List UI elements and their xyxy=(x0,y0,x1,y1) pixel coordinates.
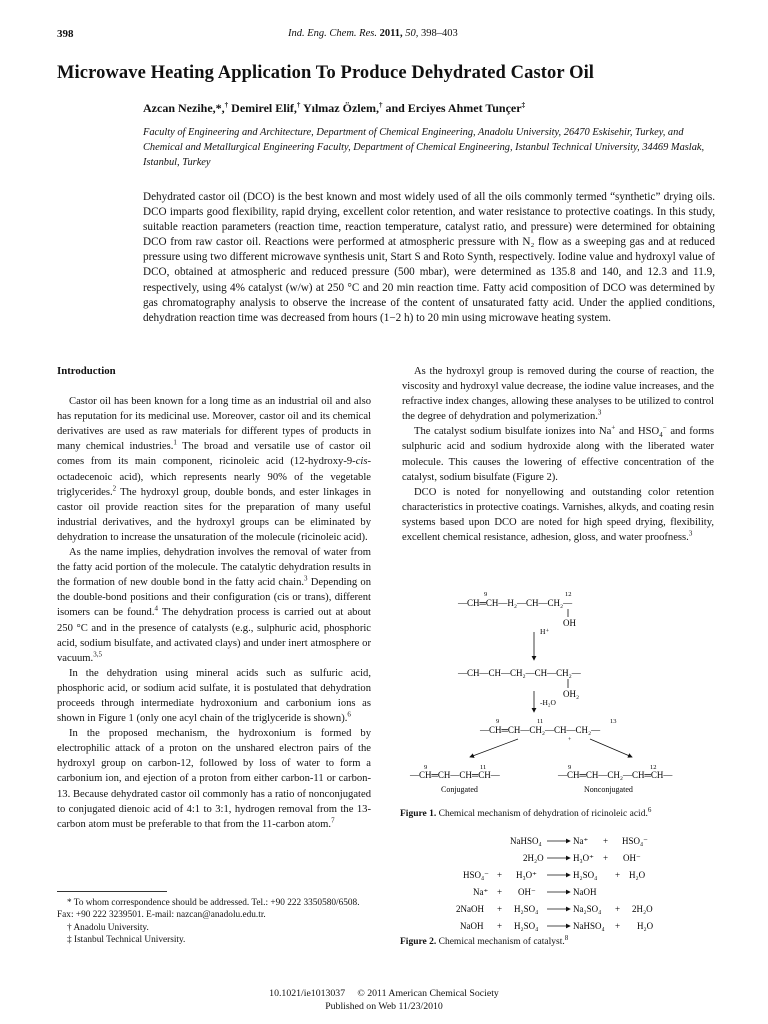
fig1-h-plus: H⁺ xyxy=(540,627,550,636)
fig1-nonconjugated-label: Nonconjugated xyxy=(584,785,633,794)
affiliations: Faculty of Engineering and Architecture, Department of Chemical Engineering, Anadolu University, 26470 Eskisehir, Turkey, and Chemical and Metallurgical Engineering Faculty, Department of Chemical Engineering, Istanbul Technical University, 34469 Maslak, Istanbul, Turkey xyxy=(143,127,705,168)
fig1-oh: OH xyxy=(563,618,576,628)
figure-1-mechanism xyxy=(400,584,720,804)
fig1-cation-mark: + xyxy=(568,737,572,743)
fig1-number-11: 11 xyxy=(537,718,544,725)
fig2-r3-plus-1: + xyxy=(497,870,503,880)
fig2-r2-product-2: OH⁻ xyxy=(623,853,641,863)
intro-paragraph-2: As the name implies, dehydration involves the removal of water from the fatty acid portion of the molecule. The catalytic dehydration results in the formation of new double bond in the fatty acid chain.$^3$ Depending on the double-bond positions and their configuration (cis or trans), different isomers can be found.$^4$ The dehydration process is carried out at about 250 °C and in the presence of catalysts (e.g., sulphuric acid, phosphoric acid, sodium bisulfate, and activated clays) and under inert atmosphere or vacuum.$^{3,5}$ xyxy=(57,547,372,664)
footnote-correspondence: * To whom correspondence should be addressed. Tel.: +90 222 3350580/6508. Fax: +90 222 3239501. E-mail: nazcan@anadolu.edu.tr. xyxy=(57,898,360,921)
footnote-affiliation-2: ‡ Istanbul Technical University. xyxy=(67,935,186,946)
fig1-conj-number-9: 9 xyxy=(424,764,428,771)
fig1-minus-h2o: -H₂O xyxy=(540,698,556,707)
right-column xyxy=(402,364,714,545)
journal-year: 2011, xyxy=(379,28,403,39)
fig1-row1-formula: —CH═CH—H₂—CH—CH₂— xyxy=(458,598,573,608)
fig1-row2-formula: —CH—CH—CH₂—CH—CH₂— xyxy=(458,668,581,678)
journal-volume: 50, xyxy=(405,28,419,39)
author-list: Azcan Nezihe,*,† Demirel Elif,† Yılmaz Özlem,† and Erciyes Ahmet Tunçer‡ xyxy=(143,101,526,115)
fig2-r6-reactant-2: H₂SO₄ xyxy=(514,921,539,931)
figure-1-caption: Figure 1. Chemical mechanism of dehydration of ricinoleic acid.$^6$ xyxy=(400,805,652,819)
fig2-r5-product-1: Na₂SO₄ xyxy=(573,904,602,914)
intro-paragraph-4: In the proposed mechanism, the hydroxonium is formed by electrophilic attack of a proton on the unshared electron pairs of the hydroxyl group on carbon-12, followed by loss of water to form a carbonium ion, and ejection of a proton from either carbon-11 or carbon-13. Because dehydrated castor oil commonly has a ratio of nonconjugated to conjugated dienoic acid of 4:1 to 3:1, hydrogen removal from the 13-carbon atom must be preferable to that from the 11-carbon atom.$^7$ xyxy=(57,728,371,830)
fig2-r5-product-2: 2H₂O xyxy=(632,904,653,914)
fig2-r1-plus: + xyxy=(603,836,609,846)
page-number: 398 xyxy=(57,28,74,40)
fig2-r1-reactant: NaHSO₄ xyxy=(510,836,542,846)
fig2-r4-reactant-1: Na⁺ xyxy=(473,887,489,897)
intro-paragraph-1: Castor oil has been known for a long time as an industrial oil and also has reputation for its medicinal use. Moreover, castor oil and its chemical derivatives are used as raw materials for different types of products in many chemical industries.$^1$ The broad and versatile use of castor oil comes from its main component, ricinoleic acid (12-hydroxy-9-cis-octadecenoic acid), which represents nearly 90% of the vegetable triglycerides.$^2$ The hydroxyl group, double bonds, and ester linkages in castor oil provide reaction sites for the preparation of many useful industrial derivatives, and the hydroxyl groups can be eliminated by dehydration to increase the unsaturation of the molecule (ricinoleic acid). xyxy=(57,396,371,543)
fig2-r5-plus-2: + xyxy=(615,904,621,914)
fig1-arrow-conjugated xyxy=(470,739,518,757)
fig1-nonconj-number-12: 12 xyxy=(650,764,657,771)
fig2-r6-plus-1: + xyxy=(497,921,503,931)
fig2-r6-product-2: H₂O xyxy=(637,921,654,931)
fig2-r2-product-1: H₃O⁺ xyxy=(573,853,594,863)
fig1-nonconjugated-formula: —CH═CH—CH₂—CH═CH— xyxy=(558,770,673,780)
fig2-r4-reactant-2: OH⁻ xyxy=(518,887,536,897)
fig1-oh2: OH₂ xyxy=(563,689,580,699)
right-paragraph-3: DCO is noted for nonyellowing and outstanding color retention characteristics in protective coatings. Varnishes, alkyds, and coating resin systems based upon DCO are noted for high speed drying, flexibility, excellent chemical resistance, adhesion, gloss, and water proofness.$^3$ xyxy=(402,486,714,544)
fig1-arrow-nonconjugated xyxy=(590,739,632,757)
fig2-r3-product-1: H₂SO₄ xyxy=(573,870,598,880)
fig2-r1-product-1: Na⁺ xyxy=(573,836,589,846)
fig2-r4-product-1: NaOH xyxy=(573,887,597,897)
right-paragraph-1: As the hydroxyl group is removed during the course of reaction, the viscosity and hydroxyl value decrease, the iodine value increases, and the refractive index changes, allowing these analyses to be utilized to control the degree of dehydration and polymerization.$^3$ xyxy=(402,366,714,423)
journal-pages: 398–403 xyxy=(421,28,458,39)
section-heading-introduction: Introduction xyxy=(57,365,116,377)
intro-paragraph-3: In the dehydration using mineral acids such as sulfuric acid, phosphoric acid, or sodium acid sulfate, it is postulated that dehydration proceeds through intermediate hydroxonium and carbonium ions as shown in Figure 1 (only one acyl chain of the triglyceride is shown).$^6$ xyxy=(57,667,371,725)
abstract: Dehydrated castor oil (DCO) is the best known and most widely used of all the oils commonly termed “synthetic” drying oils. DCO imparts good flexibility, rapid drying, excellent color retention, and water resistance to protective coatings. In this study, suitable reaction parameters (reaction time, reaction temperature, catalyst ratio, and pressure) were determined for obtaining DCO from raw castor oil. Reactions were performed at atmospheric pressure with N₂ flow as a sweeping gas and at reduced pressure using two different microwave synthesis unit, Start S and Roto Synth, respectively. Iodine value and hydroxyl value of DCO, obtained at atmospheric and reduced pressure (500 mbar), were determined as 135.8 and 140, and 12.3 and 11.9, respectively, using 4% catalyst (w/w) at 250 °C and 20 min reaction time. Fatty acid composition of DCO was determined by gas chromatography analysis to observe the increase of the content of unsaturated fatty acid. Under the applied conditions, dehydration reaction time was decreased from hours (1−2 h) to 20 min using microwave heating system. xyxy=(143,191,715,324)
fig2-r2-plus: + xyxy=(603,853,609,863)
footnote-affiliation-1: † Anadolu University. xyxy=(67,922,149,933)
fig1-nonconj-number-9: 9 xyxy=(568,764,572,771)
fig1-number-13: 13 xyxy=(610,718,617,725)
right-paragraph-2: The catalyst sodium bisulfate ionizes into Na+ and $HSO_4^-$ and forms sulphuric acid and sodium hydroxide along with the liberated water molecule. This causes the lowering of effective concentration of the catalyst, sodium bisulfate (Figure 2). xyxy=(402,423,714,483)
figure-2-caption: Figure 2. Chemical mechanism of catalyst.$^8$ xyxy=(400,933,569,947)
fig2-r3-product-2: H₂O xyxy=(629,870,646,880)
fig1-number-9b: 9 xyxy=(496,718,500,725)
fig2-r4-plus-1: + xyxy=(497,887,503,897)
footnotes xyxy=(57,897,373,947)
fig2-r1-product-2: HSO₄⁻ xyxy=(622,836,648,846)
left-column xyxy=(57,364,371,832)
footer-doi-copyright: 10.1021/ie1013037 © 2011 American Chemical Society xyxy=(269,988,499,999)
fig1-number-12: 12 xyxy=(565,591,572,598)
figure-2-catalyst-mechanism xyxy=(430,832,690,934)
fig2-r6-reactant-1: NaOH xyxy=(460,921,484,931)
fig2-r6-plus-2: + xyxy=(615,921,621,931)
fig2-r5-reactant-1: 2NaOH xyxy=(456,904,484,914)
journal-name: Ind. Eng. Chem. Res. xyxy=(288,28,377,39)
fig2-r3-reactant-2: H₃O⁺ xyxy=(516,870,537,880)
fig1-conj-number-11: 11 xyxy=(480,764,487,771)
journal-citation xyxy=(288,28,458,39)
fig2-r3-reactant-1: HSO₄⁻ xyxy=(463,870,489,880)
article-title: Microwave Heating Application To Produce Dehydrated Castor Oil xyxy=(57,63,595,83)
fig1-conjugated-formula: —CH═CH—CH═CH— xyxy=(410,770,500,780)
footer-published: Published on Web 11/23/2010 xyxy=(325,1000,443,1012)
fig2-r6-product-1: NaHSO₄ xyxy=(573,921,605,931)
fig2-r5-plus-1: + xyxy=(497,904,503,914)
fig2-r3-plus-2: + xyxy=(615,870,621,880)
page-footer xyxy=(0,988,768,1013)
fig1-conjugated-label: Conjugated xyxy=(441,785,478,794)
fig1-number-9: 9 xyxy=(484,591,488,598)
fig2-r2-reactant: 2H₂O xyxy=(523,853,544,863)
fig2-r5-reactant-2: H₂SO₄ xyxy=(514,904,539,914)
fig1-row3-formula: —CH═CH—CH₂—CH—CH₂— xyxy=(480,725,601,735)
footnote-rule xyxy=(57,891,167,892)
